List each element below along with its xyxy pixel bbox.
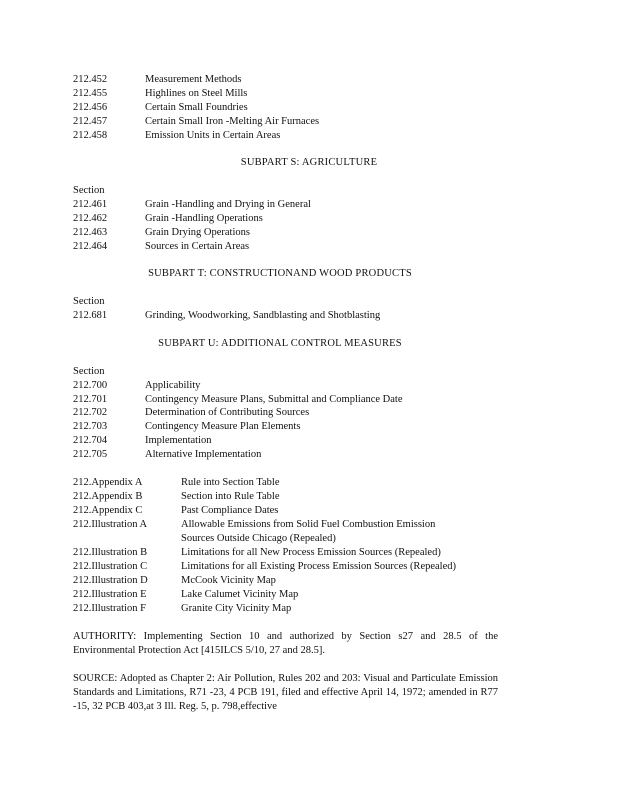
authority-note: AUTHORITY: Implementing Section 10 and authorized by Section s27 and 28.5 of the Environmental Protection Act [415ILCS 5/10, 27 and 28.5].: [73, 631, 498, 656]
section-number: 212.452: [73, 74, 108, 85]
appendix-title: Past Compliance Dates: [181, 505, 279, 516]
section-title: Emission Units in Certain Areas: [145, 130, 281, 141]
section-number: 212.456: [73, 102, 108, 113]
section-number: 212.455: [73, 88, 108, 99]
section-title: Contingency Measure Plans, Submittal and Compliance Date: [145, 394, 403, 405]
source-note: SOURCE: Adopted as Chapter 2: Air Pollution, Rules 202 and 203: Visual and Particulate Emission Standards and Limitations, R71 -23, 4 PCB 191, filed and effective April 14, 1972; amended in R77 -15, 32 PCB 403,at 3 Ill. Reg. 5, p. 798,effective: [73, 673, 498, 712]
appendix-number: 212.Illustration F: [73, 603, 146, 614]
appendix-title: Limitations for all New Process Emission Sources (Repealed): [181, 547, 441, 558]
appendix-number: 212.Appendix B: [73, 491, 143, 502]
section-title: Sources in Certain Areas: [145, 241, 250, 252]
appendix-title: Lake Calumet Vicinity Map: [181, 589, 299, 600]
section-title: Implementation: [145, 435, 212, 446]
section-label: Section: [73, 185, 105, 196]
section-number: 212.705: [73, 449, 108, 460]
section-number: 212.457: [73, 116, 108, 127]
section-number: 212.700: [73, 380, 108, 391]
appendix-number: 212.Illustration A: [73, 519, 148, 530]
appendix-number: 212.Illustration B: [73, 547, 148, 558]
section-title: Determination of Contributing Sources: [145, 407, 310, 418]
appendix-title: Granite City Vicinity Map: [181, 603, 292, 614]
appendix-number: 212.Appendix A: [73, 477, 143, 488]
appendix-title: Limitations for all Existing Process Emission Sources (Repealed): [181, 561, 456, 572]
subpart-t-heading: SUBPART T: CONSTRUCTIONAND WOOD PRODUCTS: [148, 268, 412, 279]
section-title: Grain -Handling and Drying in General: [145, 199, 311, 210]
section-number: 212.462: [73, 213, 108, 224]
section-title: Certain Small Foundries: [145, 102, 248, 113]
appendix-number: 212.Illustration D: [73, 575, 148, 586]
appendix-title: Section into Rule Table: [181, 491, 280, 502]
section-title: Grinding, Woodworking, Sandblasting and Shotblasting: [145, 310, 381, 321]
section-number: 212.458: [73, 130, 108, 141]
appendix-title: McCook Vicinity Map: [181, 575, 276, 586]
section-number: 212.702: [73, 407, 108, 418]
section-title: Alternative Implementation: [145, 449, 262, 460]
appendix-number: 212.Illustration C: [73, 561, 148, 572]
section-label: Section: [73, 296, 105, 307]
section-title: Grain Drying Operations: [145, 227, 250, 238]
subpart-s-heading: SUBPART S: AGRICULTURE: [240, 157, 378, 168]
section-number: 212.703: [73, 421, 108, 432]
section-title: Certain Small Iron -Melting Air Furnaces: [145, 116, 320, 127]
section-number: 212.461: [73, 199, 108, 210]
section-title: Contingency Measure Plan Elements: [145, 421, 301, 432]
subpart-u-heading: SUBPART U: ADDITIONAL CONTROL MEASURES: [158, 338, 402, 349]
section-title: Highlines on Steel Mills: [145, 88, 248, 99]
section-number: 212.704: [73, 435, 108, 446]
section-title: Applicability: [145, 380, 201, 391]
section-number: 212.681: [73, 310, 108, 321]
section-title: Grain -Handling Operations: [145, 213, 263, 224]
section-number: 212.701: [73, 394, 108, 405]
section-title: Measurement Methods: [145, 74, 242, 85]
appendix-title-continuation: Sources Outside Chicago (Repealed): [181, 533, 336, 544]
appendix-number: 212.Illustration E: [73, 589, 147, 600]
appendix-title: Rule into Section Table: [181, 477, 280, 488]
appendix-number: 212.Appendix C: [73, 505, 143, 516]
section-number: 212.464: [73, 241, 108, 252]
appendix-title: Allowable Emissions from Solid Fuel Combustion Emission: [181, 519, 436, 530]
section-number: 212.463: [73, 227, 108, 238]
section-label: Section: [73, 366, 105, 377]
